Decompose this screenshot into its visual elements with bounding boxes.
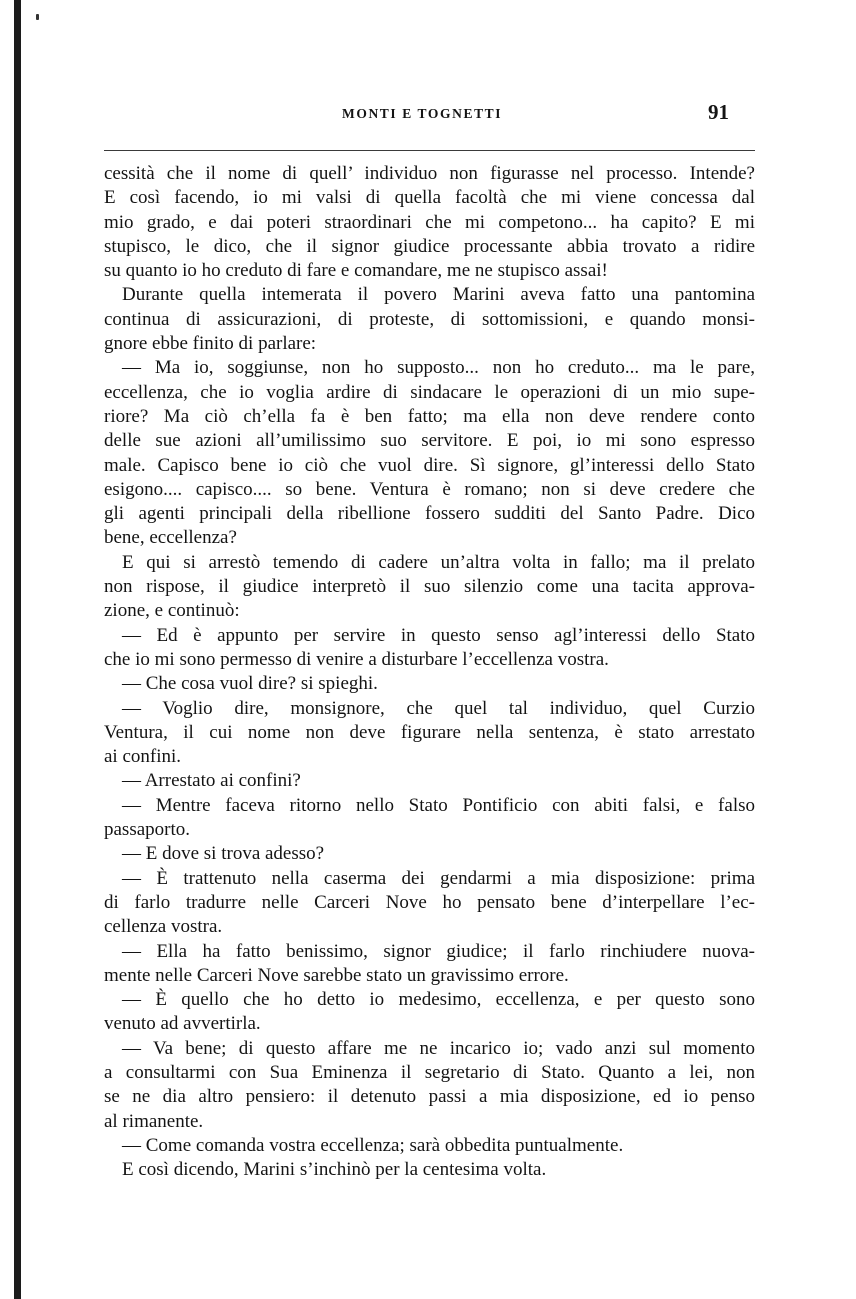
text-line: riore? Ma ciò ch’ella fa è ben fatto; ma ella non deve rendere conto — [104, 405, 755, 427]
text-line: cellenza vostra. — [104, 916, 223, 938]
scan-speck — [36, 14, 39, 20]
text-line: — Voglio dire, monsignore, che quel tal individuo, quel Curzio — [122, 697, 755, 719]
text-line: al rimanente. — [104, 1110, 204, 1132]
text-line: zione, e continuò: — [104, 600, 240, 622]
running-head: MONTI E TOGNETTI — [342, 106, 503, 121]
header-rule — [104, 150, 755, 151]
text-line: esigono.... capisco.... so bene. Ventura è romano; non si deve credere che — [104, 478, 755, 500]
text-line: ai confini. — [104, 746, 182, 768]
text-line: E così facendo, io mi valsi di quella facoltà che mi viene concessa dal — [104, 187, 755, 209]
text-line: a consultarmi con Sua Eminenza il segretario di Stato. Quanto a lei, non — [104, 1061, 755, 1083]
text-line: E qui si arrestò temendo di cadere un’altra volta in fallo; ma il prelato — [122, 551, 755, 573]
text-line: gli agenti principali della ribellione fossero sudditi del Santo Padre. Dico — [104, 503, 755, 525]
text-line: — Ma io, soggiunse, non ho supposto... non ho creduto... ma le pare, — [122, 357, 755, 379]
text-line: male. Capisco bene io ciò che vuol dire. Sì signore, gl’interessi dello Stato — [104, 454, 755, 476]
text-line: Durante quella intemerata il povero Marini aveva fatto una pantomina — [122, 284, 755, 306]
text-line: di farlo tradurre nelle Carceri Nove ho pensato bene d’interpellare l’ec- — [104, 891, 755, 913]
text-line: non rispose, il giudice interpretò il suo silenzio come una tacita approva- — [104, 576, 755, 598]
text-line: E così dicendo, Marini s’inchinò per la centesima volta. — [122, 1159, 547, 1181]
page-number: 91 — [708, 100, 729, 124]
text-line: continua di assicurazioni, di proteste, di sottomissioni, e quando monsi- — [104, 308, 755, 330]
page-header — [100, 100, 755, 134]
text-line: — E dove si trova adesso? — [122, 843, 325, 865]
text-line: mio grado, e dai poteri straordinari che mi competono... ha capito? E mi — [104, 211, 755, 233]
text-line: mente nelle Carceri Nove sarebbe stato un gravissimo errore. — [104, 964, 569, 986]
text-line: — È quello che ho detto io medesimo, eccellenza, e per questo sono — [122, 989, 755, 1011]
text-line: — Come comanda vostra eccellenza; sarà obbedita puntualmente. — [122, 1134, 624, 1156]
text-line: bene, eccellenza? — [104, 527, 237, 549]
text-line: — Mentre faceva ritorno nello Stato Pontificio con abiti falsi, e falso — [122, 794, 755, 816]
text-line: stupisco, le dico, che il signor giudice processante abbia trovato a ridire — [104, 235, 755, 257]
text-line: che io mi sono permesso di venire a disturbare l’eccellenza vostra. — [104, 648, 609, 670]
text-line: — Ella ha fatto benissimo, signor giudice; il farlo rinchiudere nuova- — [122, 940, 755, 962]
text-line: eccellenza, che io voglia ardire di sindacare le operazioni di un mio supe- — [104, 381, 755, 403]
text-line: — Arrestato ai confini? — [122, 770, 301, 792]
text-line: Ventura, il cui nome non deve figurare nella sentenza, è stato arrestato — [104, 721, 755, 743]
text-line: cessità che il nome di quell’ individuo non figurasse nel processo. Intende? — [104, 163, 755, 184]
body-text — [104, 162, 755, 1182]
text-line: su quanto io ho creduto di fare e comandare, me ne stupisco assai! — [104, 260, 608, 282]
text-line: — Che cosa vuol dire? si spieghi. — [122, 673, 378, 695]
text-line: gnore ebbe finito di parlare: — [104, 333, 317, 355]
text-line: — È trattenuto nella caserma dei gendarmi a mia disposizione: prima — [122, 867, 755, 889]
text-line: venuto ad avvertirla. — [104, 1013, 261, 1035]
text-line: se ne dia altro pensiero: il detenuto passi a mia disposizione, ed io penso — [104, 1086, 755, 1108]
text-line: — Va bene; di questo affare me ne incarico io; vado anzi sul momento — [122, 1037, 755, 1059]
text-line: — Ed è appunto per servire in questo senso agl’interessi dello Stato — [122, 624, 755, 646]
text-line: delle sue azioni all’umilissimo suo servitore. E poi, io mi sono espresso — [104, 430, 755, 452]
text-line: passaporto. — [104, 819, 191, 841]
binding-edge-rule — [14, 0, 21, 1299]
